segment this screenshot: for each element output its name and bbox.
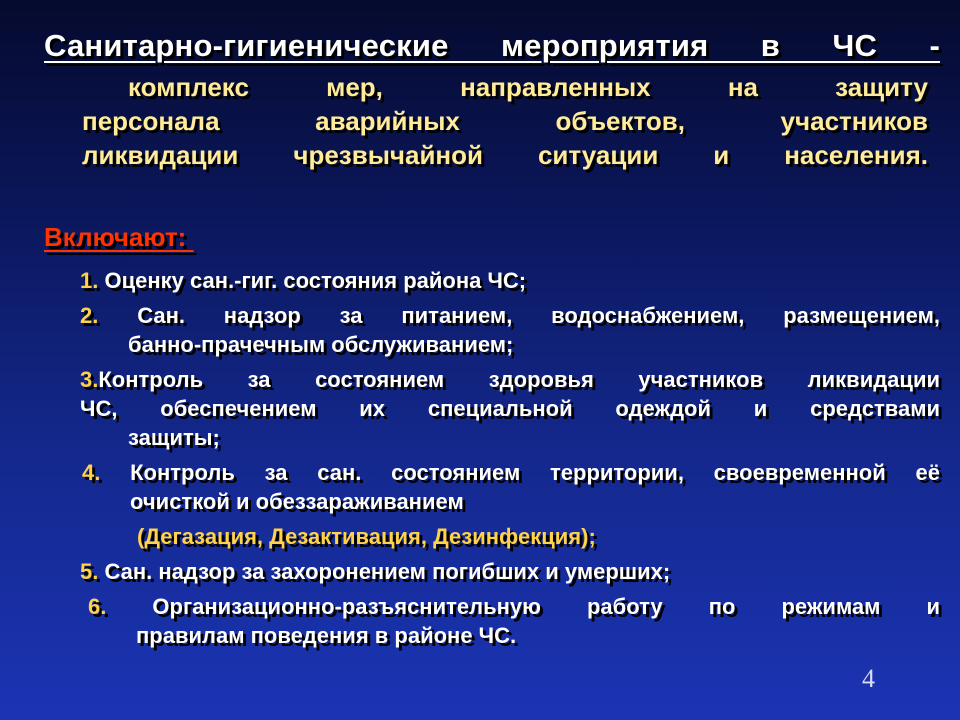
item-number: 3. — [80, 367, 99, 392]
measures-list — [80, 266, 940, 656]
slide-heading: Санитарно-гигиенические мероприятия в ЧС - — [44, 28, 940, 63]
item-note: (Дегазация, Дезактивация, Дезинфекция); — [137, 524, 596, 549]
page-number: 4 — [862, 664, 875, 693]
list-item-line — [80, 266, 940, 295]
list-item-line — [80, 365, 940, 394]
list-item — [80, 557, 940, 586]
definition-line: ликвидации чрезвычайной ситуации и населения. — [82, 140, 928, 170]
item-text: Сан. надзор за питанием, водоснабжением, размещением, — [137, 303, 940, 328]
list-item-line: ЧС, обеспечением их специальной одеждой и средствами — [80, 396, 940, 421]
item-number: 4. — [82, 460, 101, 485]
list-item-line — [80, 557, 940, 586]
list-item — [80, 365, 940, 452]
item-text: Контроль за состоянием здоровья участников ликвидации — [98, 367, 940, 392]
item-text: Организационно-разъяснительную работу по режимам и — [152, 594, 940, 619]
list-item-line — [82, 458, 940, 487]
list-item — [88, 592, 940, 650]
item-number: 6. — [88, 594, 107, 619]
list-item-line: защиты; — [128, 425, 220, 450]
item-text: Контроль за сан. состоянием территории, своевременной её — [130, 460, 940, 485]
item-text: Сан. надзор за захоронением погибших и умерших; — [104, 559, 671, 584]
item-number: 2. — [80, 303, 99, 328]
list-item-line — [88, 592, 940, 621]
list-item-line: правилам поведения в районе ЧС. — [136, 623, 517, 648]
item-number: 1. — [80, 268, 99, 293]
list-item-line — [80, 301, 940, 330]
list-item-line: очисткой и обеззараживанием — [130, 489, 464, 514]
list-item — [82, 458, 940, 551]
definition-line: комплекс мер, направленных на защиту — [128, 72, 928, 102]
definition-line: персонала аварийных объектов, участников — [82, 106, 928, 136]
item-text: Оценку сан.-гиг. состояния района ЧС; — [104, 268, 527, 293]
includes-label: Включают: — [44, 222, 194, 252]
list-item — [80, 266, 940, 295]
list-item-line: банно-прачечным обслуживанием; — [128, 332, 514, 357]
item-number: 5. — [80, 559, 99, 584]
definition-text — [82, 70, 928, 172]
list-item — [80, 301, 940, 359]
